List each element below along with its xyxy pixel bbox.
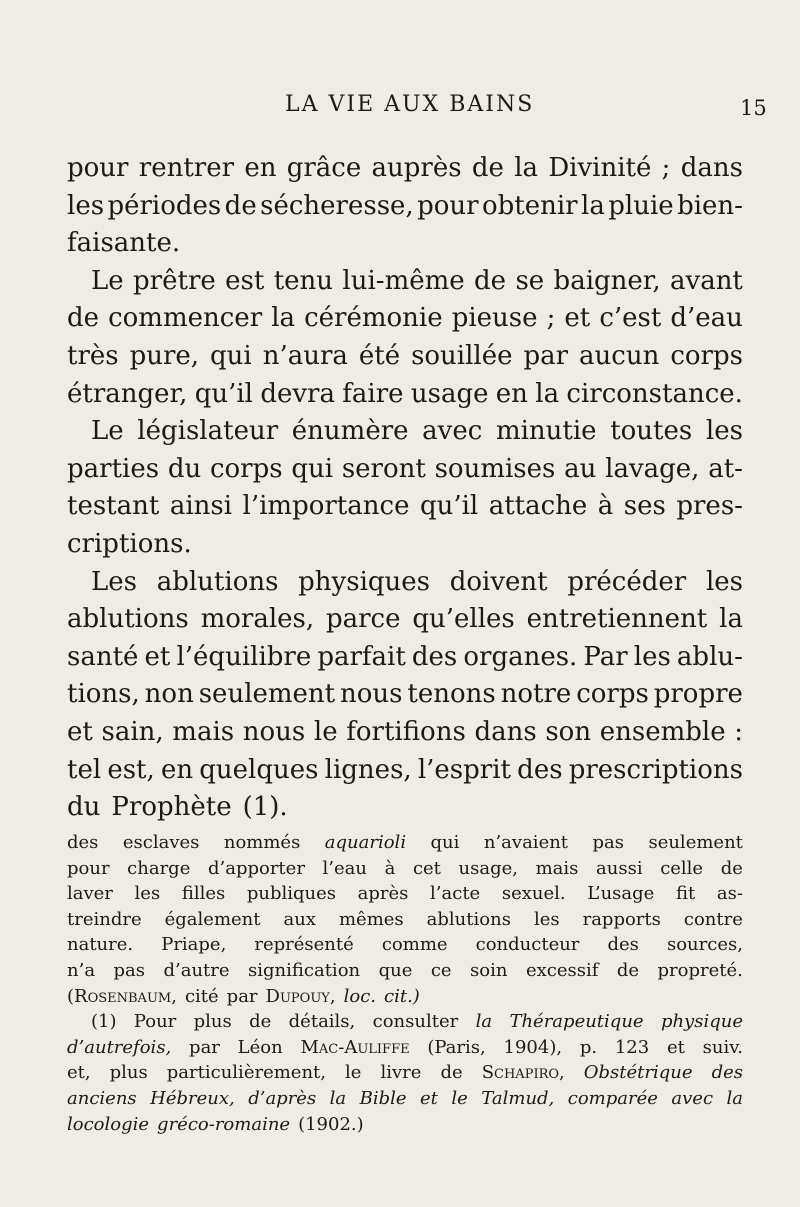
footnote-line: locologie gréco-romaine (1902.) xyxy=(67,1113,364,1135)
text-line: testant ainsi l’importance qu’il attache à ses pres- xyxy=(67,491,743,522)
text-line: étranger, qu’il devra faire usage en la circonstance. xyxy=(67,378,743,409)
footnote-line: pour charge d’apporter l’eau à cet usage, mais aussi celle de xyxy=(67,857,743,879)
text-line: faisante. xyxy=(67,228,181,259)
footnote-line: (1) Pour plus de détails, consulter la Thérapeutique physique xyxy=(91,1011,743,1033)
text-line: tions, non seulement nous tenons notre corps propre xyxy=(67,679,743,710)
text-line: de commencer la cérémonie pieuse ; et c’est d’eau xyxy=(67,303,743,334)
text-line: Les ablutions physiques doivent précéder les xyxy=(91,566,743,597)
page-number: 15 xyxy=(740,96,767,120)
footnote-line: nature. Priape, représenté comme conducteur des sources, xyxy=(67,934,743,956)
footnote-line: (Rosenbaum, cité par Dupouy, loc. cit.) xyxy=(67,985,420,1007)
text-line: parties du corps qui seront soumises au lavage, at- xyxy=(67,453,743,484)
footnote-line: et, plus particulièrement, le livre de Schapiro, Obstétrique des xyxy=(67,1062,743,1084)
footnote-line: des esclaves nommés aquarioli qui n’avaient pas seulement xyxy=(67,832,743,853)
running-title: LA VIE AUX BAINS xyxy=(285,92,535,117)
footnote-line: n’a pas d’autre signification que ce soin excessif de propreté. xyxy=(67,959,743,981)
text-line: ablutions morales, parce qu’elles entretiennent la xyxy=(67,604,743,635)
text-line: pour rentrer en grâce auprès de la Divinité ; dans xyxy=(67,153,743,183)
text-line: santé et l’équilibre parfait des organes. Par les ablu- xyxy=(67,641,743,672)
text-line: et sain, mais nous le fortifions dans son ensemble : xyxy=(67,716,743,747)
text-line: du Prophète (1). xyxy=(67,792,288,823)
text-line: criptions. xyxy=(67,528,192,559)
text-line: Le législateur énumère avec minutie toutes les xyxy=(91,416,743,447)
footnote-line: anciens Hébreux, d’après la Bible et le Talmud, comparée avec la xyxy=(67,1087,743,1109)
main-text xyxy=(67,150,743,827)
footnote-line: d’autrefois, par Léon Mac-Auliffe (Paris, 1904), p. 123 et suiv. xyxy=(67,1036,743,1058)
footnotes xyxy=(67,830,743,1137)
footnote-line: treindre également aux mêmes ablutions les rapports contre xyxy=(67,908,743,930)
text-line: les périodes de sécheresse, pour obtenir la pluie bien- xyxy=(67,190,743,221)
text-line: tel est, en quelques lignes, l’esprit des prescriptions xyxy=(67,754,743,785)
text-line: très pure, qui n’aura été souillée par aucun corps xyxy=(67,340,743,371)
text-line: Le prêtre est tenu lui-même de se baigner, avant xyxy=(91,265,743,296)
footnote-line: laver les filles publiques après l’acte sexuel. L’usage fit as- xyxy=(67,883,743,905)
page-header xyxy=(0,92,800,122)
